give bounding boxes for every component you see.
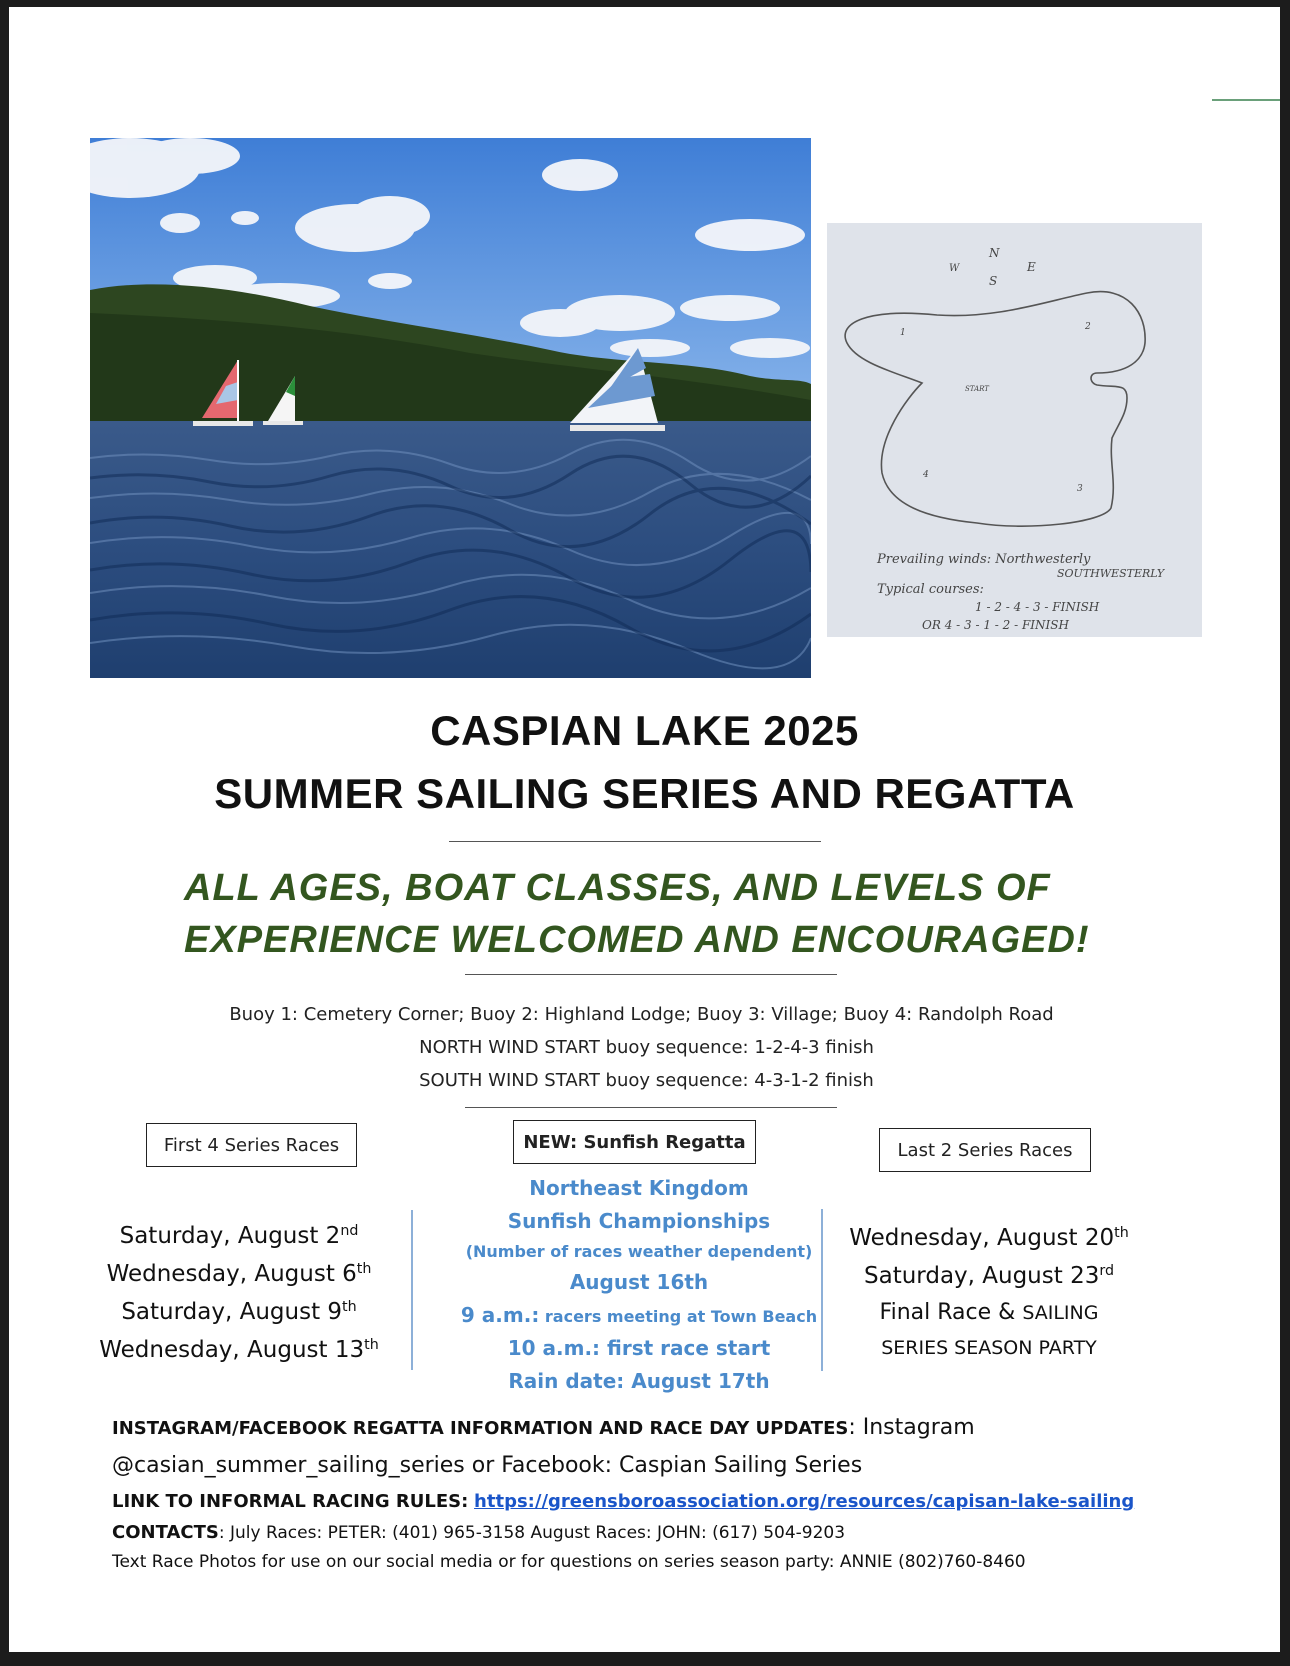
regatta-label: NEW: Sunfish Regatta xyxy=(513,1120,756,1164)
map-note-1: Prevailing winds: Northwesterly xyxy=(877,552,1091,567)
first-series-dates xyxy=(79,1217,399,1369)
buoy-2-label: 2 xyxy=(1085,322,1091,332)
divider xyxy=(465,974,837,975)
map-note-2: Typical courses: xyxy=(877,582,984,597)
rules-link[interactable]: https://greensboroassociation.org/resources/capisan-lake-sailing xyxy=(474,1491,1135,1512)
photos-contact: Text Race Photos for use on our social media or for questions on series season party: ANNIE (802)760-8460 xyxy=(112,1552,1026,1572)
date-item: Saturday, August 2nd xyxy=(119,1223,359,1249)
start-label: START xyxy=(965,385,989,393)
compass-w: W xyxy=(949,263,960,274)
divider xyxy=(449,841,821,842)
regatta-start: 10 a.m.: first race start xyxy=(507,1336,771,1360)
season-party: SERIES SEASON PARTY xyxy=(881,1337,1097,1359)
compass-s: S xyxy=(989,274,998,288)
social-handles: @casian_summer_sailing_series or Facebook: Caspian Sailing Series xyxy=(112,1453,863,1478)
first-series-label: First 4 Series Races xyxy=(146,1123,357,1167)
title-line-2: SUMMER SAILING SERIES AND REGATTA xyxy=(214,770,1075,817)
course-map xyxy=(827,223,1202,637)
compass-n: N xyxy=(989,246,1000,260)
regatta-line-1: Northeast Kingdom xyxy=(529,1176,749,1200)
title-line-1: CASPIAN LAKE 2025 xyxy=(430,707,859,754)
flyer-page xyxy=(9,7,1280,1652)
contacts: CONTACTS: July Races: PETER: (401) 965-3158 August Races: JOHN: (617) 504-9203 xyxy=(112,1522,846,1543)
regatta-rain-date: Rain date: August 17th xyxy=(508,1369,770,1393)
date-item: Saturday, August 23rd xyxy=(864,1263,1114,1289)
date-item: Wednesday, August 20th xyxy=(849,1225,1129,1251)
final-race: Final Race & SAILING xyxy=(879,1300,1099,1325)
lake-outline xyxy=(845,292,1145,527)
regatta-meeting: 9 a.m.: racers meeting at Town Beach xyxy=(460,1303,818,1327)
rules-info: LINK TO INFORMAL RACING RULES: https://greensboroassociation.org/resources/capisan-lake-sailing xyxy=(112,1491,1135,1512)
regatta-date: August 16th xyxy=(569,1270,709,1294)
last-series-dates xyxy=(829,1219,1149,1365)
map-note-3: 1 - 2 - 4 - 3 - FINISH xyxy=(975,600,1100,614)
buoy-4-label: 4 xyxy=(923,470,929,480)
slogan-line-2: EXPERIENCE WELCOMED AND ENCOURAGED! xyxy=(184,919,1090,961)
map-note-1b: SOUTHWESTERLY xyxy=(1057,567,1165,580)
accent-line xyxy=(1212,99,1280,101)
map-note-4: OR 4 - 3 - 1 - 2 - FINISH xyxy=(922,618,1069,632)
buoy-1-label: 1 xyxy=(900,328,906,338)
date-item: Wednesday, August 6th xyxy=(106,1261,372,1287)
date-item: Saturday, August 9th xyxy=(121,1299,357,1325)
north-wind-sequence: NORTH WIND START buoy sequence: 1-2-4-3 finish xyxy=(419,1037,874,1058)
column-divider xyxy=(411,1210,413,1370)
date-item: Wednesday, August 13th xyxy=(99,1337,379,1363)
buoy-3-label: 3 xyxy=(1077,484,1083,494)
compass-e: E xyxy=(1027,260,1036,274)
slogan-line-1: ALL AGES, BOAT CLASSES, AND LEVELS OF xyxy=(184,867,1051,909)
regatta-details xyxy=(439,1172,839,1398)
sailboats-on-lake-photo xyxy=(90,138,811,678)
social-info: INSTAGRAM/FACEBOOK REGATTA INFORMATION AND RACE DAY UPDATES: Instagram xyxy=(112,1415,975,1440)
buoy-list: Buoy 1: Cemetery Corner; Buoy 2: Highland Lodge; Buoy 3: Village; Buoy 4: Randolph Road xyxy=(229,1004,1054,1025)
regatta-line-2: Sunfish Championships xyxy=(507,1209,771,1233)
south-wind-sequence: SOUTH WIND START buoy sequence: 4-3-1-2 finish xyxy=(419,1070,874,1091)
divider xyxy=(465,1107,837,1108)
regatta-line-3: (Number of races weather dependent) xyxy=(465,1242,813,1261)
last-series-label: Last 2 Series Races xyxy=(879,1128,1091,1172)
column-divider xyxy=(821,1209,823,1371)
